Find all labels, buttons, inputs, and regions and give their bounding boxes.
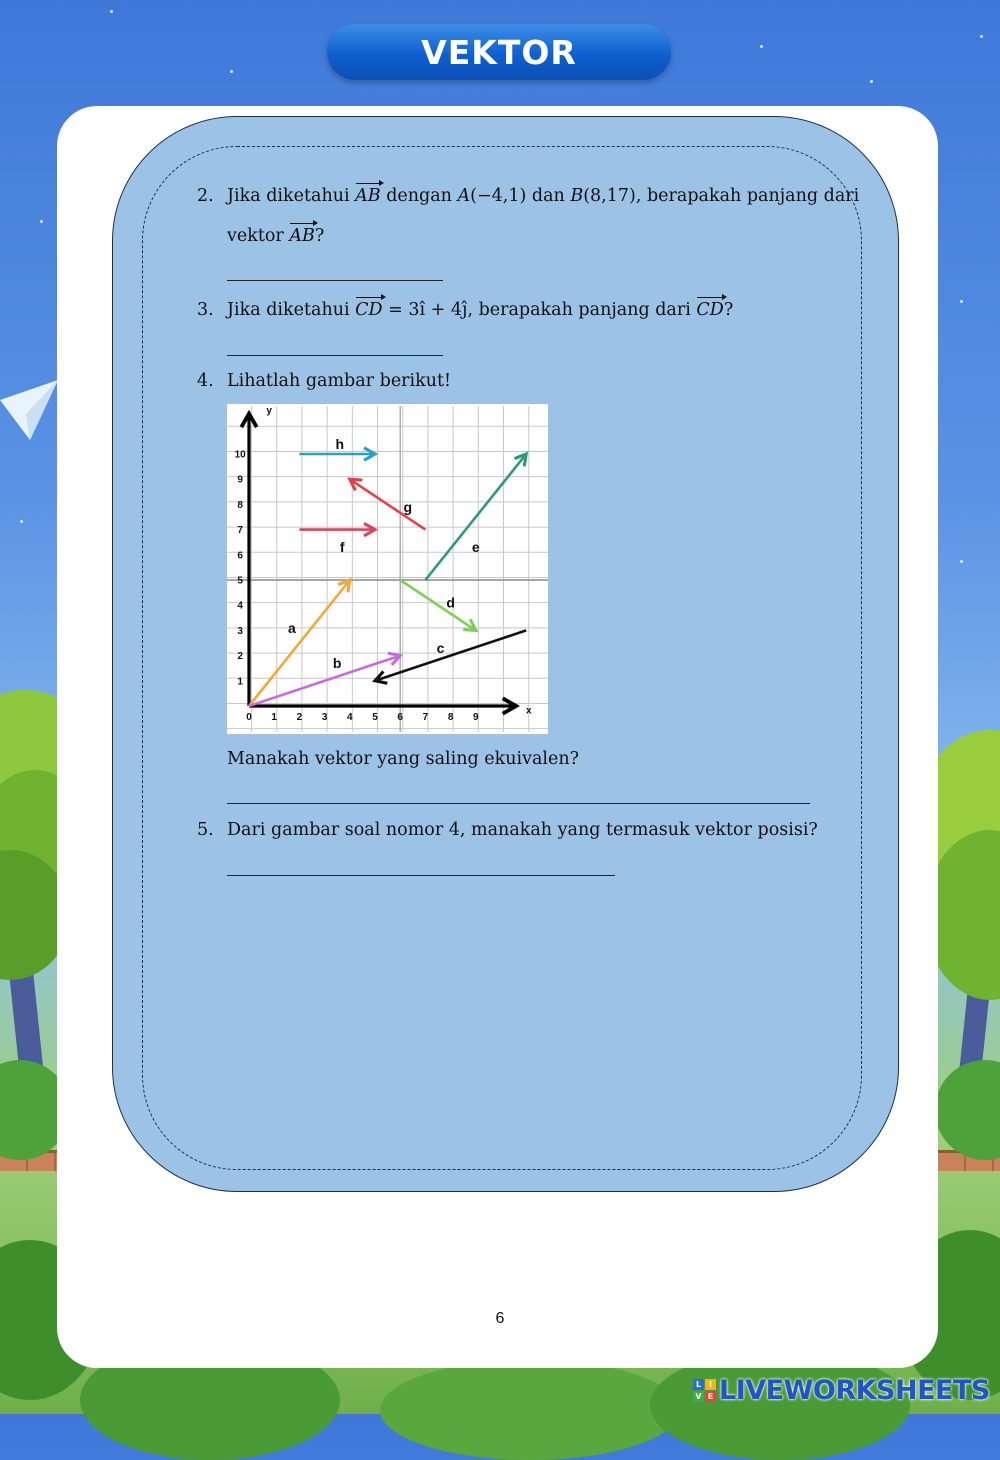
question-2-line-1: Jika diketahui AB dengan A(−4,1) dan B(8,17), berapakah panjang dari [227,186,860,206]
liveworksheets-wordmark: LIVEWORKSHEETS [719,1375,990,1406]
x-tick-label: 6 [397,711,403,723]
x-tick-label: 4 [347,711,353,723]
question-number: 5. [197,820,214,840]
y-tick-label: 2 [237,651,243,663]
y-tick-label: 9 [237,474,243,486]
question-2-line-2: vektor AB? [227,226,325,246]
question-4-prompt: Manakah vektor yang saling ekuivalen? [227,749,580,769]
vector-e [425,454,526,580]
vector-label-b: b [332,655,342,672]
question-3-text: Jika diketahui CD = 3î + 4ĵ, berapakah panjang dari CD? [227,300,734,320]
question-4-text: Lihatlah gambar berikut! [227,371,452,391]
x-tick-label: 7 [422,711,429,723]
y-tick-label: 10 [234,449,246,461]
x-axis-label: x [525,705,532,717]
title-banner [327,24,671,80]
answer-blank-q4[interactable] [227,803,810,804]
liveworksheets-logo [693,1375,990,1406]
vector-label-g: g [403,498,413,515]
vector-graph [227,404,548,734]
y-tick-label: 7 [237,525,243,537]
y-tick-label: 4 [237,600,243,612]
y-tick-label: 1 [237,676,243,688]
vector-a [249,580,350,706]
x-tick-label: 9 [473,711,479,723]
x-tick-label: 0 [246,711,252,723]
liveworksheets-mark-icon: L I V E [693,1379,716,1402]
vector-g [350,479,426,529]
vector-label-c: c [436,640,445,657]
question-number: 2. [197,186,214,206]
y-tick-label: 3 [237,625,243,637]
vector-d [400,580,476,630]
answer-blank-q3[interactable] [227,355,443,356]
y-tick-label: 6 [237,550,243,562]
y-axis-label: y [266,405,272,417]
question-number: 4. [197,371,214,391]
x-tick-label: 3 [321,711,328,723]
vector-label-f: f [339,539,345,556]
vector-label-a: a [287,619,296,636]
vector-label-e: e [471,539,480,556]
page-title: VEKTOR [421,32,577,72]
x-tick-label: 5 [372,711,378,723]
x-tick-label: 2 [296,711,303,723]
y-tick-label: 8 [237,499,243,511]
vector-label-d: d [446,594,455,611]
x-tick-label: 1 [271,711,277,723]
y-tick-label: 5 [237,575,243,587]
paper-plane-icon [0,380,60,450]
answer-blank-q5[interactable] [227,875,615,876]
answer-blank-q2[interactable] [227,280,443,281]
page-number: 6 [495,1310,505,1327]
vector-graph-svg [227,404,548,734]
question-5-text: Dari gambar soal nomor 4, manakah yang termasuk vektor posisi? [227,820,818,840]
x-tick-label: 8 [447,711,454,723]
question-number: 3. [197,300,214,320]
vector-label-h: h [335,435,345,452]
